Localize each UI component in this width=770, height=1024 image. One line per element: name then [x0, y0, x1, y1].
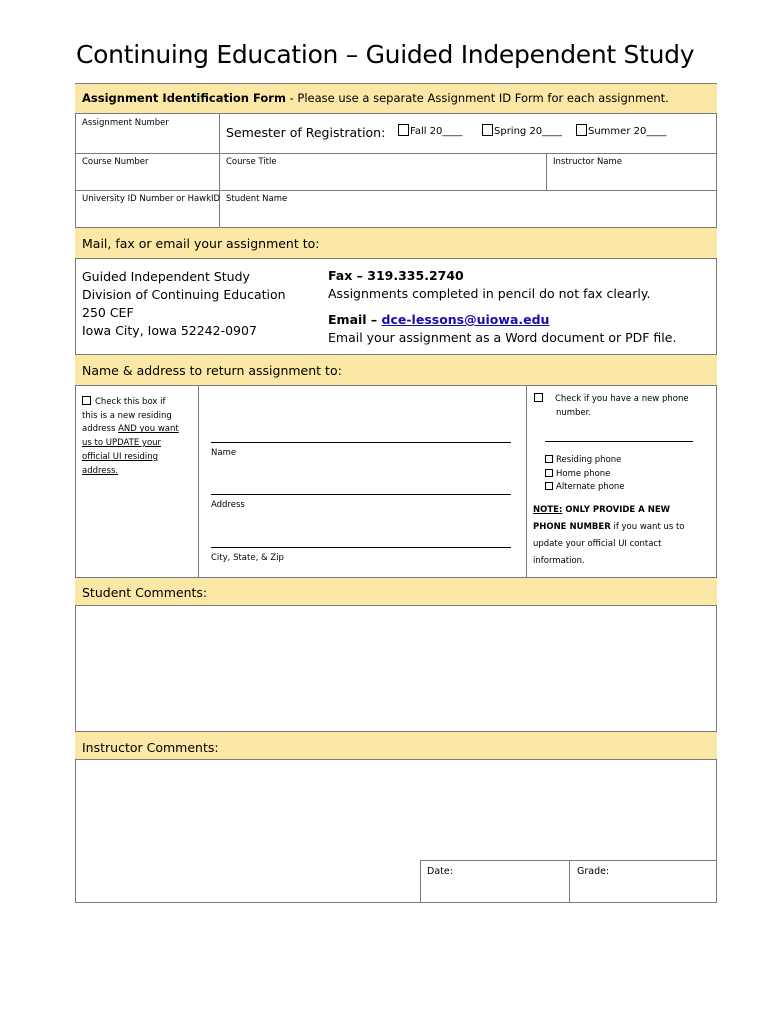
email-note: Email your assignment as a Word document or PDF file. — [328, 330, 677, 345]
checkbox-icon[interactable] — [398, 124, 409, 136]
semester-label: Semester of Registration: — [226, 125, 386, 140]
address-line[interactable] — [211, 494, 511, 495]
page-title: Continuing Education – Guided Independent Study — [76, 40, 695, 69]
new-phone-checkbox[interactable]: Check if you have a new phone number. — [534, 393, 689, 420]
fax-number: Fax – 319.335.2740 — [328, 268, 464, 283]
semester-summer-option[interactable]: Summer 20____ — [576, 124, 666, 137]
phone-type-options — [545, 454, 625, 495]
home-phone-option[interactable]: Home phone — [545, 468, 625, 482]
course-number-field[interactable]: Course Number — [82, 157, 149, 167]
student-comments-area[interactable] — [76, 606, 716, 731]
address-label: Address — [211, 500, 245, 510]
checkbox-icon[interactable] — [545, 469, 553, 477]
id-form-header: Assignment Identification Form - Please use a separate Assignment ID Form for each assignment. — [75, 83, 717, 114]
date-field[interactable]: Date: — [427, 866, 453, 877]
semester-fall-option[interactable]: Fall 20____ — [398, 124, 462, 137]
name-line[interactable] — [211, 442, 511, 443]
email-line: Email – dce-lessons@uiowa.edu — [328, 312, 550, 327]
city-line[interactable] — [211, 547, 511, 548]
university-id-field[interactable]: University ID Number or HawkID — [82, 194, 221, 204]
assignment-number-field[interactable]: Assignment Number — [82, 118, 169, 128]
instructor-name-field[interactable]: Instructor Name — [553, 157, 623, 167]
instructor-comments-header: Instructor Comments: — [75, 731, 717, 760]
grade-field[interactable]: Grade: — [577, 866, 610, 877]
checkbox-icon[interactable] — [534, 393, 543, 402]
checkbox-icon[interactable] — [576, 124, 587, 136]
city-label: City, State, & Zip — [211, 553, 284, 563]
student-name-field[interactable]: Student Name — [226, 194, 288, 204]
residing-phone-option[interactable]: Residing phone — [545, 454, 625, 468]
id-form-instruction: Please use a separate Assignment ID Form for each assignment. — [297, 91, 669, 105]
id-form-label: Assignment Identification Form — [82, 91, 286, 105]
update-address-checkbox[interactable]: Check this box if this is a new residing address AND you want us to UPDATE your official UI residing address. — [82, 397, 179, 476]
mailing-address: Guided Independent Study Division of Continuing Education 250 CEF Iowa City, Iowa 52242-0907 — [82, 269, 286, 338]
fax-note: Assignments completed in pencil do not fax clearly. — [328, 286, 651, 301]
phone-line[interactable] — [545, 441, 693, 442]
checkbox-icon[interactable] — [545, 482, 553, 490]
instructor-comments-area[interactable] — [76, 760, 716, 860]
course-title-field[interactable]: Course Title — [226, 157, 277, 167]
name-label: Name — [211, 448, 237, 458]
phone-note: NOTE: ONLY PROVIDE A NEW PHONE NUMBER if you want us to update your official UI contact information. — [533, 505, 685, 566]
checkbox-icon[interactable] — [545, 455, 553, 463]
mail-header: Mail, fax or email your assignment to: — [75, 227, 717, 259]
alternate-phone-option[interactable]: Alternate phone — [545, 481, 625, 495]
student-comments-header: Student Comments: — [75, 577, 717, 606]
semester-spring-option[interactable]: Spring 20____ — [482, 124, 562, 137]
checkbox-icon[interactable] — [82, 396, 91, 405]
checkbox-icon[interactable] — [482, 124, 493, 136]
email-link[interactable]: dce-lessons@uiowa.edu — [381, 312, 550, 327]
return-address-header: Name & address to return assignment to: — [75, 354, 717, 386]
